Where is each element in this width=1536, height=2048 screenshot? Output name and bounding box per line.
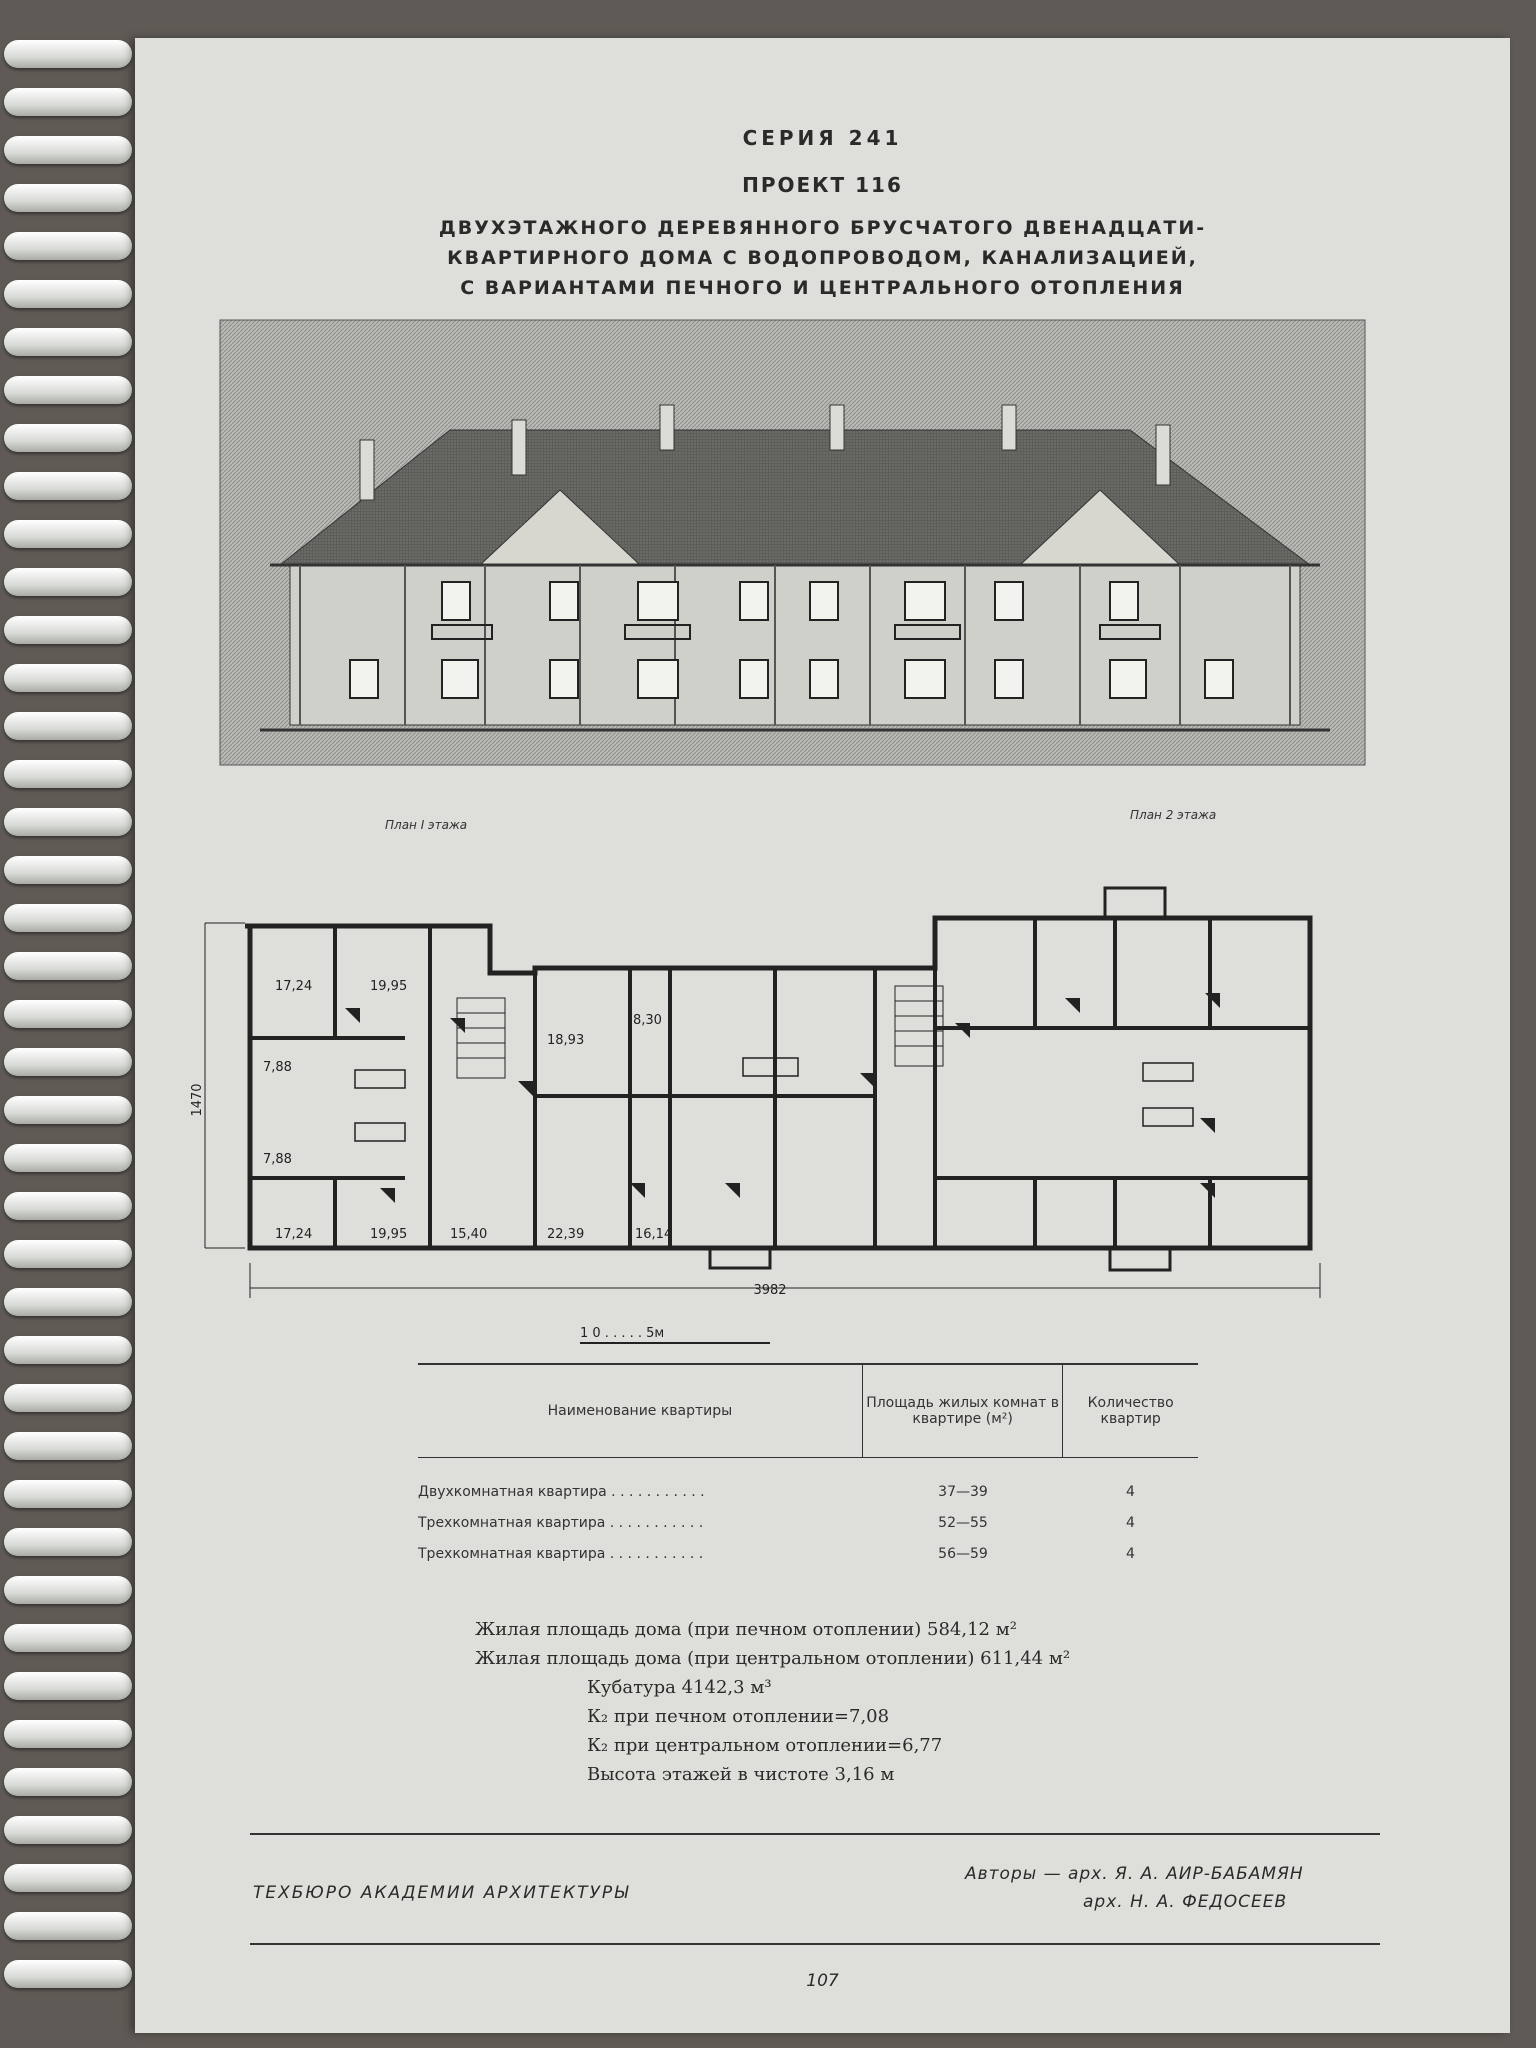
binding-ring: [4, 1576, 132, 1604]
floor-1-plan-label: План I этажа: [385, 818, 468, 832]
binding-ring: [4, 40, 132, 68]
binding-ring: [4, 712, 132, 740]
scale-bar-label: 1 0 . . . . . 5м: [580, 1326, 665, 1341]
binding-ring: [4, 184, 132, 212]
binding-ring: [4, 808, 132, 836]
table-row: [418, 1538, 1198, 1569]
binding-ring: [4, 1240, 132, 1268]
binding-ring: [4, 1720, 132, 1748]
authors: [965, 1860, 1304, 1916]
col-apartment-count: Количество квартир: [1087, 1395, 1174, 1427]
room-area-6: 19,95: [370, 1227, 408, 1242]
binding-ring: [4, 1048, 132, 1076]
width-dimension: 3982: [753, 1283, 787, 1298]
binding-ring: [4, 1144, 132, 1172]
binding-ring: [4, 424, 132, 452]
binding-ring: [4, 1096, 132, 1124]
page-number: 107: [806, 1971, 839, 1991]
height-dimension: 1470: [190, 1083, 205, 1117]
stat-living-area-central: Жилая площадь дома (при центральном отоплении) 611,44 м²: [475, 1648, 1071, 1669]
facade-elevation-drawing: [220, 320, 1365, 765]
binding-ring: [4, 1768, 132, 1796]
room-area-10: 22,39: [547, 1227, 585, 1242]
binding-ring: [4, 520, 132, 548]
footer-rule-top: [250, 1833, 1380, 1835]
room-area-3: 7,88: [263, 1060, 292, 1075]
binding-ring: [4, 1192, 132, 1220]
stat-floor-height: Высота этажей в чистоте 3,16 м: [587, 1764, 895, 1785]
binding-ring: [4, 88, 132, 116]
row-count: 4: [1126, 1545, 1135, 1562]
binding-ring: [4, 1912, 132, 1940]
binding-ring: [4, 328, 132, 356]
binding-ring: [4, 952, 132, 980]
binding-ring: [4, 1000, 132, 1028]
col-apartment-name: Наименование квартиры: [547, 1403, 733, 1419]
room-area-2: 19,95: [370, 979, 408, 994]
document-page: [135, 38, 1510, 2033]
row-count: 4: [1126, 1514, 1135, 1531]
author-2: арх. Н. А. ФЕДОСЕЕВ: [1083, 1892, 1288, 1912]
footer-rule-bottom: [250, 1943, 1380, 1945]
apartment-table: [418, 1363, 1198, 1569]
room-area-1: 17,24: [275, 979, 313, 994]
row-name: Трехкомнатная квартира . . . . . . . . . . .: [418, 1545, 704, 1562]
binding-ring: [4, 904, 132, 932]
building-stats: [475, 1615, 1070, 1789]
binding-ring: [4, 760, 132, 788]
col-living-area: Площадь жилых комнат в квартире (м²): [862, 1365, 1063, 1457]
stat-living-area-stove: Жилая площадь дома (при печном отоплении) 584,12 м²: [475, 1619, 1017, 1640]
binding-ring: [4, 1480, 132, 1508]
binding-ring: [4, 1336, 132, 1364]
title-line-1: ДВУХЭТАЖНОГО ДЕРЕВЯННОГО БРУСЧАТОГО ДВЕНАДЦАТИ-: [438, 217, 1207, 239]
stat-k2-central: К₂ при центральном отоплении=6,77: [587, 1735, 943, 1756]
table-row: [418, 1507, 1198, 1538]
room-area-4: 7,88: [263, 1152, 292, 1167]
spiral-binding: [0, 40, 150, 2030]
binding-ring: [4, 232, 132, 260]
row-area: 56—59: [938, 1545, 988, 1562]
binding-ring: [4, 1432, 132, 1460]
row-name: Двухкомнатная квартира . . . . . . . . . . .: [418, 1483, 705, 1500]
binding-ring: [4, 568, 132, 596]
room-area-5: 17,24: [275, 1227, 313, 1242]
row-area: 37—39: [938, 1483, 988, 1500]
binding-ring: [4, 136, 132, 164]
binding-ring: [4, 1672, 132, 1700]
bureau-name: ТЕХБЮРО АКАДЕМИИ АРХИТЕКТУРЫ: [253, 1883, 631, 1903]
binding-ring: [4, 1288, 132, 1316]
binding-ring: [4, 1816, 132, 1844]
binding-ring: [4, 376, 132, 404]
floor-2-plan-label: План 2 этажа: [1130, 808, 1217, 822]
binding-ring: [4, 664, 132, 692]
binding-ring: [4, 472, 132, 500]
project-title: ПРОЕКТ 116: [742, 173, 903, 197]
title-line-2: КВАРТИРНОГО ДОМА С ВОДОПРОВОДОМ, КАНАЛИЗАЦИЕЙ,: [447, 247, 1198, 269]
binding-ring: [4, 1384, 132, 1412]
row-count: 4: [1126, 1483, 1135, 1500]
row-name: Трехкомнатная квартира . . . . . . . . . . .: [418, 1514, 704, 1531]
author-1: Авторы — арх. Я. А. АИР-БАБАМЯН: [965, 1864, 1304, 1884]
floor-plan-drawing: [190, 838, 1485, 1353]
room-area-9: 8,30: [633, 1013, 662, 1028]
scale-bar: [575, 1321, 815, 1356]
binding-ring: [4, 1528, 132, 1556]
binding-ring: [4, 856, 132, 884]
table-header: [418, 1363, 1198, 1458]
stat-volume: Кубатура 4142,3 м³: [587, 1677, 772, 1698]
binding-ring: [4, 1864, 132, 1892]
binding-ring: [4, 280, 132, 308]
binding-ring: [4, 616, 132, 644]
binding-ring: [4, 1960, 132, 1988]
room-area-11: 16,14: [635, 1227, 673, 1242]
binding-ring: [4, 1624, 132, 1652]
room-area-8: 18,93: [547, 1033, 585, 1048]
title-line-3: С ВАРИАНТАМИ ПЕЧНОГО И ЦЕНТРАЛЬНОГО ОТОПЛЕНИЯ: [460, 277, 1185, 299]
room-area-7: 15,40: [450, 1227, 488, 1242]
document-title: [135, 213, 1510, 303]
series-title: СЕРИЯ 241: [742, 126, 903, 150]
stat-k2-stove: К₂ при печном отоплении=7,08: [587, 1706, 890, 1727]
table-row: [418, 1476, 1198, 1507]
row-area: 52—55: [938, 1514, 988, 1531]
